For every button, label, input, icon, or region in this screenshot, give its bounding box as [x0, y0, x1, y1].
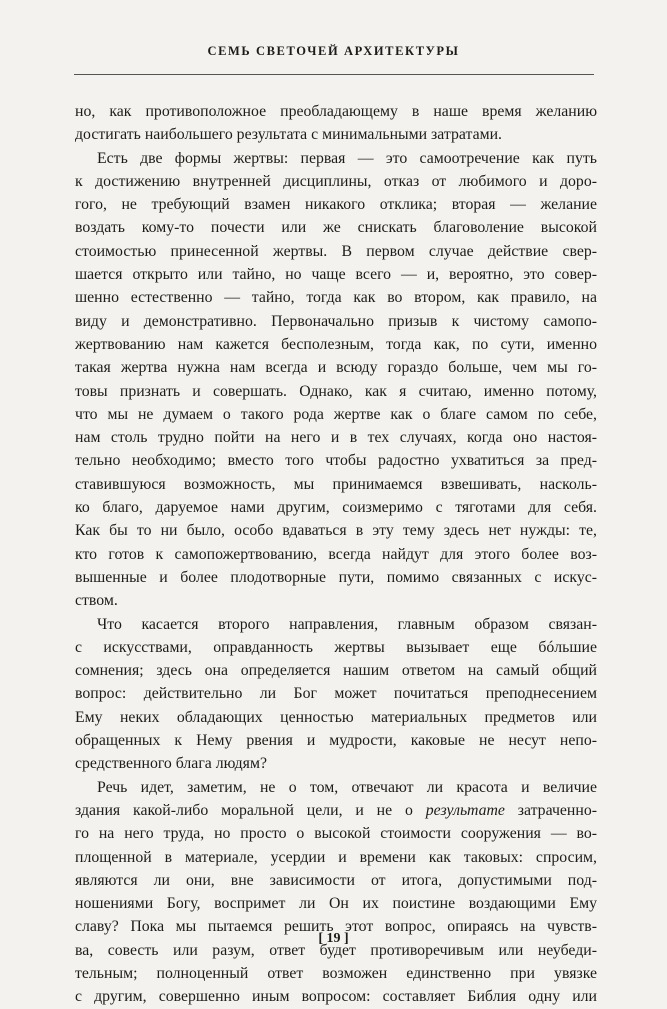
text-line: Как бы то ни было, особо вдаваться в эту тему здесь нет нужды: те,: [75, 522, 597, 540]
text-line: являются ли они, вне зависимости от итога, допустимыми под-: [75, 871, 597, 889]
text-line: ва, совесть или разум, ответ будет противоречивым или неубеди-: [75, 941, 597, 959]
text-line: обращенных к Нему рвения и мудрости, каковые не несут непо-: [75, 732, 597, 750]
text-line: гого, не требующий взамен никакого отклика; вторая — желание: [75, 196, 597, 214]
text-line: товы признать и совершать. Однако, как я считаю, именно потому,: [75, 382, 597, 400]
text-line: вышенные и более плодотворные пути, помимо связанных с искус-: [75, 568, 597, 586]
text-line: жертвованию нам кажется бесполезным, тогда как, по сути, именно: [75, 335, 597, 353]
emphasis: результате: [425, 801, 505, 819]
page-number: [ 19 ]: [318, 931, 349, 946]
text-line: такая жертва нужна нам всегда и всюду гораздо больше, чем мы го-: [75, 359, 597, 377]
text-line: площенной в материале, усердии и времени как таковых: спросим,: [75, 848, 597, 866]
text-line: Что касается второго направления, главным образом связан-: [97, 615, 597, 633]
text-segment: здания какой-либо моральной цели, и не о: [75, 801, 426, 819]
text-line: ством.: [75, 592, 118, 610]
text-line: стоимостью принесенной жертвы. В первом случае действие свер-: [75, 242, 597, 260]
text-line: славу? Пока мы пытаемся решить этот вопрос, опираясь на чувств-: [75, 918, 597, 936]
text-line: нам столь трудно пойти на него и в тех случаях, когда оно настоя-: [75, 429, 597, 447]
text-line: достигать наибольшего результата с минимальными затратами.: [75, 126, 502, 144]
text-line: вопрос: действительно ли Бог может почитаться преподнесением: [75, 685, 597, 703]
text-line: ко благо, даруемое нами другим, соизмеримо с тяготами для себя.: [75, 499, 597, 517]
text-line: Есть две формы жертвы: первая — это самоотречение как путь: [97, 149, 597, 167]
text-line: тельным; полноценный ответ возможен единственно при увязке: [75, 964, 597, 982]
text-line: го на него труда, но просто о высокой стоимости сооружения — во-: [75, 825, 597, 843]
text-line: [75, 799, 597, 822]
text-line: с другим, совершенно иным вопросом: составляет Библия одну или: [75, 988, 597, 1006]
text-line: к достижению внутренней дисциплины, отказ от любимого и доро-: [75, 172, 597, 190]
running-head: СЕМЬ СВЕТОЧЕЙ АРХИТЕКТУРЫ: [207, 44, 460, 58]
text-line: тельно необходимо; вместо того чтобы радостно ухватиться за пред-: [75, 452, 597, 470]
text-line: кто готов к самопожертвованию, всегда найдут для этого более воз-: [75, 545, 597, 563]
text-line: ношениями Богу, воспримет ли Он их поистине воздающими Ему: [75, 895, 597, 913]
text-segment: затраченно-: [504, 801, 597, 819]
text-line: с искусствами, оправданность жертвы вызывает еще бóльшие: [75, 638, 597, 656]
page-body: [75, 100, 597, 1009]
text-line: сомнения; здесь она определяется нашим ответом на самый общий: [75, 662, 597, 680]
text-line: виду и демонстративно. Первоначально призыв к чистому самопо-: [75, 312, 597, 330]
header-rule: [74, 74, 594, 75]
text-line: средственного блага людям?: [75, 755, 267, 773]
text-line: Ему неких обладающих ценностью материальных предметов или: [75, 708, 597, 726]
text-line: но, как противоположное преобладающему в наше время желанию: [75, 103, 597, 120]
text-line: ставившуюся возможность, мы принимаемся взвешивать, насколь-: [75, 475, 597, 493]
text-line: что мы не думаем о такого рода жертве как о благе самом по себе,: [75, 405, 597, 423]
text-line: шенно естественно — тайно, тогда как во втором, как правило, на: [75, 289, 597, 307]
text-line: Речь идет, заметим, не о том, отвечают ли красота и величие: [97, 778, 597, 796]
text-line: шается открыто или тайно, но чаще всего — и, вероятно, это совер-: [75, 266, 597, 284]
text-line: воздать кому-то почести или же снискать благоволение высокой: [75, 219, 597, 237]
